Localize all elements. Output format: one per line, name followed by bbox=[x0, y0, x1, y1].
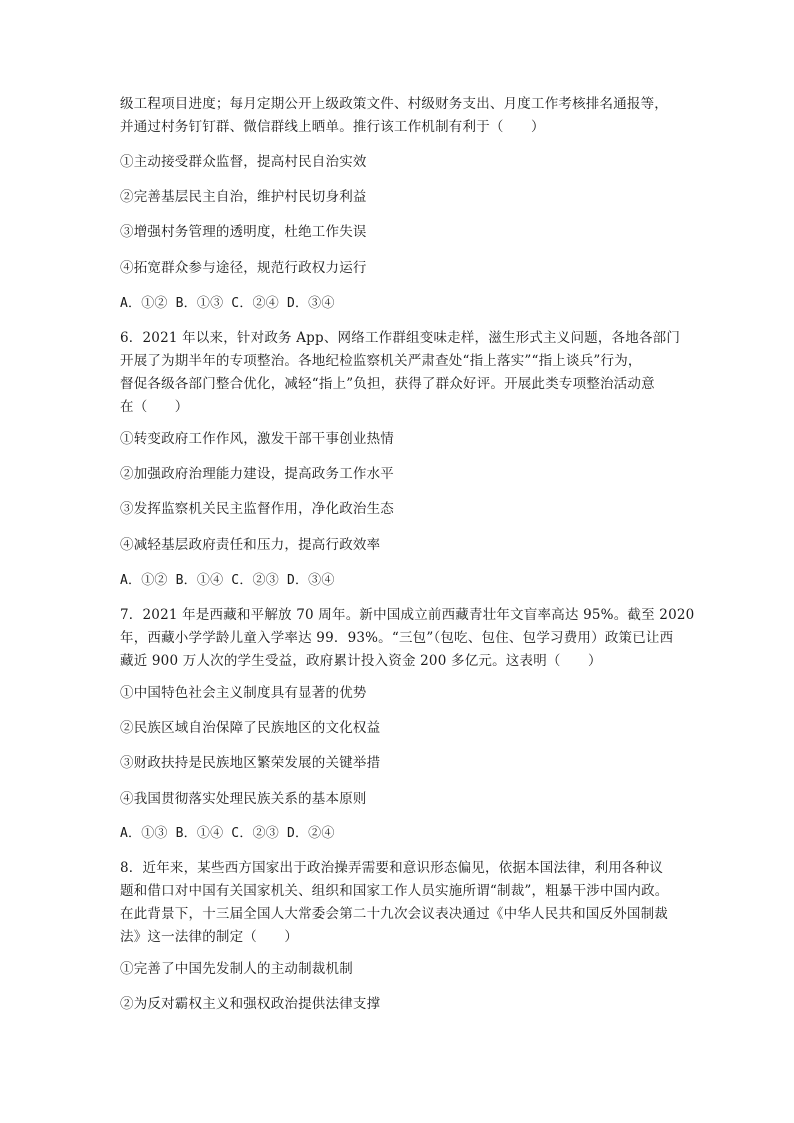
stem-line: 7．2021 年是西藏和平解放 70 周年。新中国成立前西藏青壮年文盲率高达 95%。截至 2020 bbox=[120, 607, 695, 623]
option-4: ④拓宽群众参与途径，规范行政权力运行 bbox=[120, 260, 367, 276]
stem-line: 法》这一法律的制定（ ） bbox=[120, 929, 299, 945]
question-8-stem bbox=[120, 857, 680, 949]
option-4: ④减轻基层政府责任和压力，提高行政效率 bbox=[120, 537, 381, 553]
question-6-stem bbox=[120, 327, 680, 419]
question-7-stem bbox=[120, 604, 695, 673]
option-2: ②为反对霸权主义和强权政治提供法律支撑 bbox=[120, 996, 381, 1012]
option-1: ①主动接受群众监督，提高村民自治实效 bbox=[120, 154, 367, 170]
stem-line: 在此背景下，十三届全国人大常委会第二十九次会议表决通过《中华人民共和国反外国制裁 bbox=[120, 906, 668, 922]
option-2: ②完善基层民主自治，维护村民切身利益 bbox=[120, 189, 367, 205]
answer-choices: A．①② B．①③ C．②④ D．③④ bbox=[120, 296, 335, 311]
option-3: ③财政扶持是民族地区繁荣发展的关键举措 bbox=[120, 755, 381, 771]
option-1: ①完善了中国先发制人的主动制裁机制 bbox=[120, 961, 353, 977]
stem-line: 藏近 900 万人次的学生受益，政府累计投入资金 200 多亿元。这表明（ ） bbox=[120, 653, 602, 669]
stem-line: 题和借口对中国有关国家机关、组织和国家工作人员实施所谓“制裁”，粗暴干涉中国内政。 bbox=[120, 883, 669, 899]
option-3: ③发挥监察机关民主监督作用，净化政治生态 bbox=[120, 501, 394, 517]
answer-choices: A．①③ B．①④ C．②③ D．②④ bbox=[120, 826, 335, 841]
option-2: ②民族区域自治保障了民族地区的文化权益 bbox=[120, 720, 381, 736]
option-3: ③增强村务管理的透明度，杜绝工作失误 bbox=[120, 224, 367, 240]
option-1: ①转变政府工作作风，激发干部干事创业热情 bbox=[120, 431, 394, 447]
option-1: ①中国特色社会主义制度具有显著的优势 bbox=[120, 685, 367, 701]
stem-line: 在（ ） bbox=[120, 399, 189, 415]
stem-line: 开展了为期半年的专项整治。各地纪检监察机关严肃查处“指上落实”“指上谈兵”行为， bbox=[120, 353, 642, 369]
stem-line: 6．2021 年以来，针对政务 App、网络工作群组变味走样，滋生形式主义问题，各地各部门 bbox=[120, 330, 681, 346]
stem-line: 年，西藏小学学龄儿童入学率达 99．93%。“三包”（包吃、包住、包学习费用）政策已让西 bbox=[120, 630, 674, 646]
stem-line: 督促各级各部门整合优化，减轻“指上”负担，获得了群众好评。开展此类专项整治活动意 bbox=[120, 376, 655, 392]
option-4: ④我国贯彻落实处理民族关系的基本原则 bbox=[120, 791, 367, 807]
answer-choices: A．①② B．①④ C．②③ D．③④ bbox=[120, 573, 335, 588]
option-2: ②加强政府治理能力建设，提高政务工作水平 bbox=[120, 466, 394, 482]
question-5-stem bbox=[120, 93, 680, 139]
stem-line: 8．近年来，某些西方国家出于政治操弄需要和意识形态偏见，依据本国法律，利用各种议 bbox=[120, 860, 664, 876]
stem-line: 并通过村务钉钉群、微信群线上晒单。推行该工作机制有利于（ ） bbox=[120, 119, 545, 135]
stem-line: 级工程项目进度；每月定期公开上级政策文件、村级财务支出、月度工作考核排名通报等， bbox=[120, 96, 668, 112]
